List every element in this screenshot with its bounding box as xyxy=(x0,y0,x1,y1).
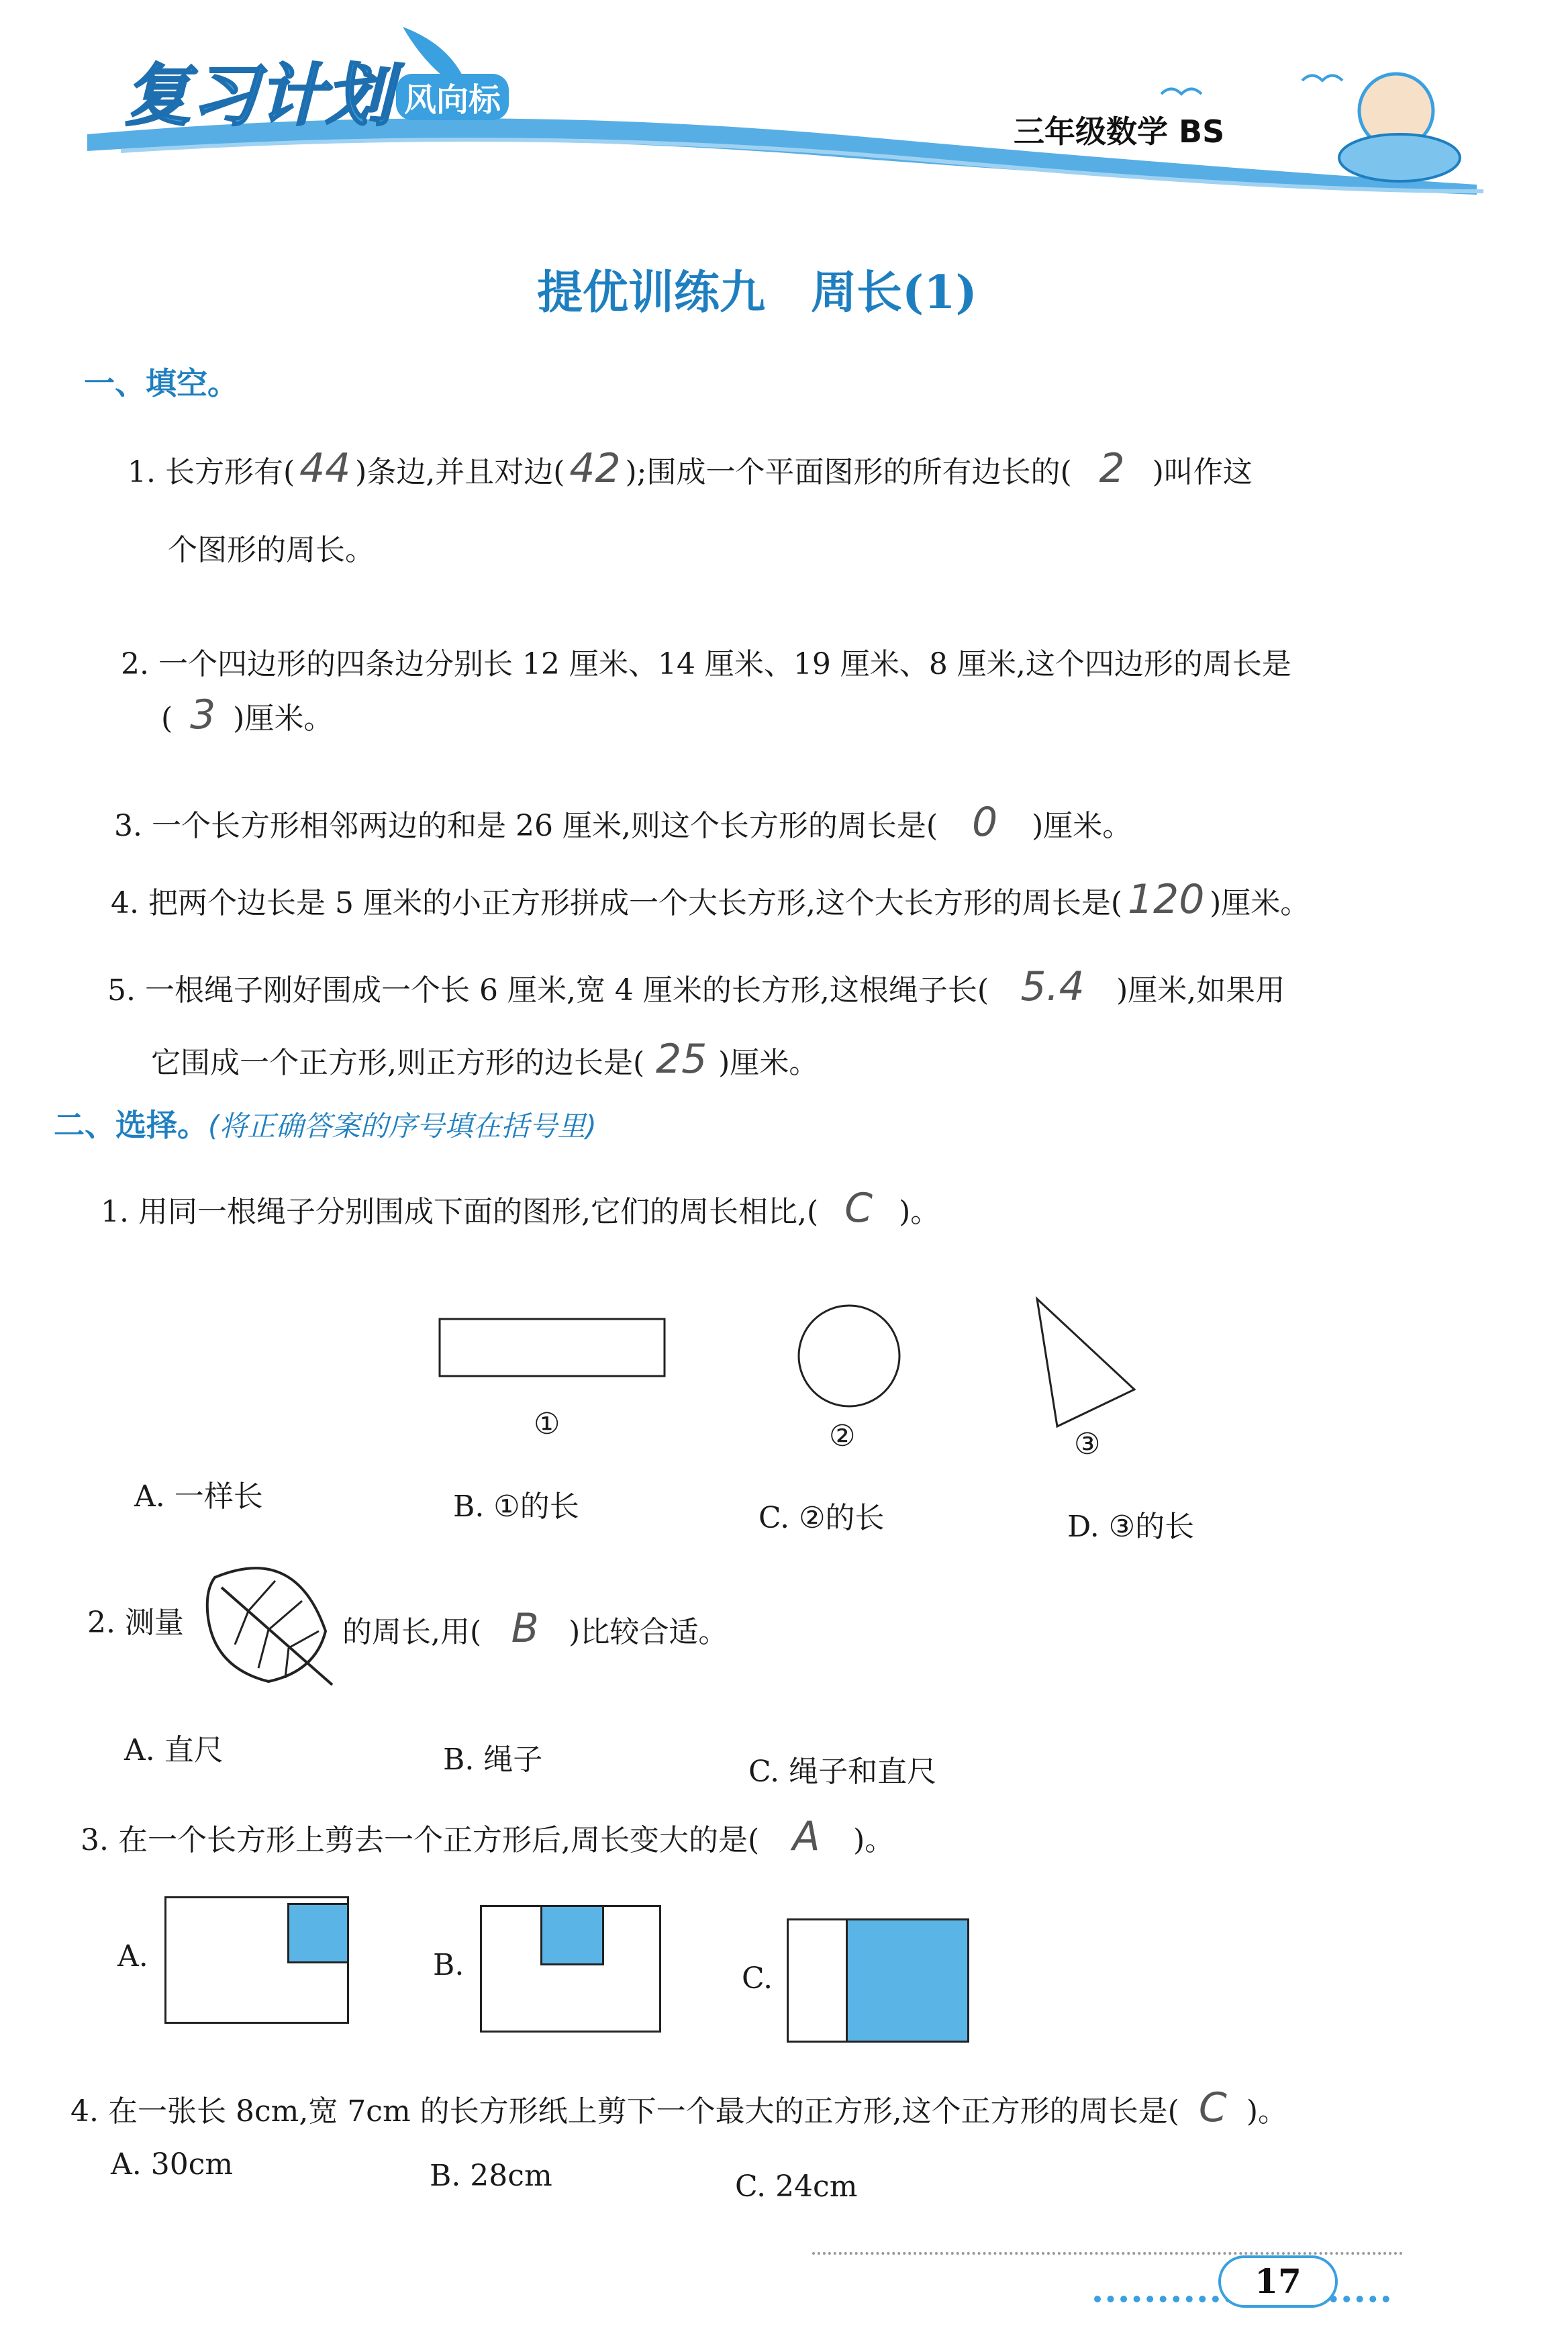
question-text: )。 xyxy=(899,1195,940,1229)
page-number: 17 xyxy=(1218,2255,1338,2308)
question-text: )厘米。 xyxy=(1210,886,1310,920)
option-2-4-c[interactable]: C. 24cm xyxy=(735,2169,858,2204)
brand-logo: 复习计划 xyxy=(124,56,393,135)
question-1-1 xyxy=(128,445,1253,493)
question-1-4 xyxy=(111,876,1310,924)
question-number: 5. xyxy=(107,973,136,1008)
answer-1-5-a[interactable]: 5.4 xyxy=(1020,963,1085,1010)
question-text: 一个四边形的四条边分别长 12 厘米、14 厘米、19 厘米、8 厘米,这个四边形的周长是 xyxy=(158,647,1291,681)
question-1-3 xyxy=(114,799,1132,846)
question-1-2 xyxy=(121,644,1291,685)
question-2-1 xyxy=(101,1185,940,1232)
question-text: ( xyxy=(161,701,173,736)
answer-1-5-b[interactable]: 25 xyxy=(655,1036,707,1083)
option-2-1-d[interactable]: D. ③的长 xyxy=(1067,1510,1195,1544)
answer-2-3[interactable]: A xyxy=(792,1813,820,1860)
question-1-2-cont xyxy=(161,691,334,739)
option-2-2-b[interactable]: B. 绳子 xyxy=(443,1743,543,1777)
figure-a-cut-square xyxy=(287,1903,349,1963)
question-text: 它围成一个正方形,则正方形的边长是( xyxy=(151,1046,645,1080)
question-text: 一根绳子刚好围成一个长 6 厘米,宽 4 厘米的长方形,这根绳子长( xyxy=(144,973,989,1008)
question-number: 4. xyxy=(70,2094,99,2129)
option-2-1-a[interactable]: A. 一样长 xyxy=(134,1479,263,1514)
circle-shape xyxy=(799,1306,899,1406)
answer-1-1-a[interactable]: 44 xyxy=(299,445,351,492)
option-2-2-c[interactable]: C. 绳子和直尺 xyxy=(748,1755,937,1789)
question-number: 1. xyxy=(128,455,156,489)
grade-label: 三年级数学 BS xyxy=(1014,113,1225,150)
question-number: 2. xyxy=(87,1606,115,1640)
answer-1-2[interactable]: 3 xyxy=(190,691,216,738)
question-1-5 xyxy=(107,963,1285,1011)
option-2-2-a[interactable]: A. 直尺 xyxy=(124,1733,224,1767)
question-text: )。 xyxy=(1246,2094,1287,2129)
question-text: 把两个边长是 5 厘米的小正方形拼成一个大长方形,这个大长方形的周长是( xyxy=(148,886,1123,920)
question-text: )厘米。 xyxy=(233,701,334,736)
option-label-a[interactable]: A. xyxy=(117,1939,148,1973)
question-number: 2. xyxy=(121,647,149,681)
question-text: )厘米。 xyxy=(1032,809,1132,843)
question-2-4 xyxy=(70,2084,1287,2132)
question-2-3 xyxy=(81,1813,895,1861)
answer-1-4[interactable]: 120 xyxy=(1127,876,1205,923)
section-choice-heading xyxy=(54,1101,597,1145)
question-text: 在一个长方形上剪去一个正方形后,周长变大的是( xyxy=(117,1823,760,1857)
question-number: 1. xyxy=(101,1195,129,1229)
triangle-shape xyxy=(1037,1299,1134,1426)
option-2-1-b[interactable]: B. ①的长 xyxy=(453,1490,579,1524)
question-text: )厘米,如果用 xyxy=(1116,973,1285,1008)
question-text: 长方形有( xyxy=(164,455,295,489)
option-label-b[interactable]: B. xyxy=(433,1948,464,1982)
option-2-4-a[interactable]: A. 30cm xyxy=(111,2147,234,2182)
question-text: 的周长,用( xyxy=(342,1615,482,1649)
figure-label-3: ③ xyxy=(1074,1427,1101,1461)
question-1-5-cont xyxy=(151,1036,819,1083)
question-text: )。 xyxy=(853,1823,895,1857)
question-2-2 xyxy=(342,1605,728,1653)
question-text: )厘米。 xyxy=(718,1046,819,1080)
section-fill-blank-heading: 一、填空。 xyxy=(84,365,238,401)
figure-c-cut-square xyxy=(846,1918,969,2043)
answer-2-1[interactable]: C xyxy=(844,1185,873,1232)
answer-2-4[interactable]: C xyxy=(1198,2084,1227,2131)
question-number: 3. xyxy=(81,1823,109,1857)
option-2-1-c[interactable]: C. ②的长 xyxy=(758,1501,885,1535)
question-1-1-cont: 个图形的周长。 xyxy=(168,533,375,567)
brand-sub: 风向标 xyxy=(396,74,509,120)
answer-1-1-b[interactable]: 42 xyxy=(569,445,621,492)
question-text: 用同一根绳子分别围成下面的图形,它们的周长相比,( xyxy=(138,1195,819,1229)
leaf-icon xyxy=(195,1551,342,1698)
option-2-4-b[interactable]: B. 28cm xyxy=(430,2159,552,2193)
footer-dotted-line xyxy=(812,2252,1403,2255)
figure-label-1: ① xyxy=(534,1407,560,1441)
figure-label-2: ② xyxy=(829,1419,856,1453)
question-text: )条边,并且对边( xyxy=(355,455,565,489)
question-text: 一个长方形相邻两边的和是 26 厘米,则这个长方形的周长是( xyxy=(151,809,938,843)
question-text: 在一张长 8cm,宽 7cm 的长方形纸上剪下一个最大的正方形,这个正方形的周长是( xyxy=(107,2094,1179,2129)
question-text: 测量 xyxy=(124,1606,184,1640)
page-title: 提优训练九 周长(1) xyxy=(537,266,977,320)
option-label-c[interactable]: C. xyxy=(742,1961,773,1996)
answer-1-3[interactable]: 0 xyxy=(972,799,998,846)
question-text: );围成一个平面图形的所有边长的( xyxy=(625,455,1072,489)
question-number: 4. xyxy=(111,886,139,920)
answer-2-2[interactable]: B xyxy=(511,1605,539,1652)
figure-b-cut-square xyxy=(540,1905,604,1965)
question-2-2-number xyxy=(87,1603,184,1643)
question-text: )比较合适。 xyxy=(569,1615,728,1649)
section-choice-title: 二、选择。 xyxy=(54,1107,208,1143)
question-number: 3. xyxy=(114,809,142,843)
question-text: )叫作这 xyxy=(1152,455,1253,489)
section-choice-note: (将正确答案的序号填在括号里) xyxy=(208,1110,597,1142)
answer-1-1-c[interactable]: 2 xyxy=(1099,445,1125,492)
rectangle-shape xyxy=(440,1319,665,1376)
